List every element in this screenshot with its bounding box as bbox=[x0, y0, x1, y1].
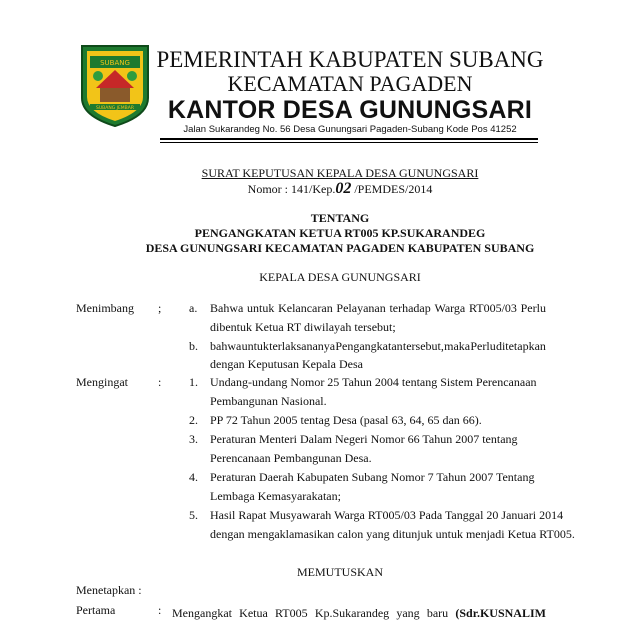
decree-title: SURAT KEPUTUSAN KEPALA DESA GUNUNGSARI bbox=[201, 166, 479, 180]
mengingat-1-line1: Undang-undang Nomor 25 Tahun 2004 tentang Sistem Perencanaan bbox=[210, 375, 537, 389]
pertama-label: Pertama bbox=[76, 603, 116, 617]
appointee-name: (Sdr.KUSNALIM bbox=[455, 606, 546, 620]
decree-number-suffix: /PEMDES/2014 bbox=[351, 182, 433, 196]
menetapkan-label: Menetapkan : bbox=[76, 583, 142, 597]
mengingat-1-line2: Pembangunan Nasional. bbox=[210, 394, 327, 408]
letterhead-district: KECAMATAN PAGADEN bbox=[227, 71, 473, 96]
mengingat-mark-2: 2. bbox=[189, 413, 198, 427]
mengingat-4-line1: Peraturan Daerah Kabupaten Subang Nomor 7 Tahun 2007 Tentang bbox=[210, 470, 535, 484]
word: untuk bbox=[247, 301, 275, 315]
mengingat-colon: : bbox=[158, 375, 162, 389]
pertama-word: yang bbox=[396, 606, 420, 620]
word: Bahwa bbox=[210, 301, 244, 315]
svg-text:SUBANG JEMBAR: SUBANG JEMBAR bbox=[96, 106, 134, 111]
menimbang-mark-b: b. bbox=[189, 339, 198, 353]
pertama-text bbox=[172, 606, 546, 621]
mengingat-mark-1: 1. bbox=[189, 375, 198, 389]
word: Pelayanan bbox=[336, 301, 386, 315]
decree-number-value: 02 bbox=[335, 180, 352, 197]
mengingat-mark-4: 4. bbox=[189, 470, 198, 484]
word: ditetapkan bbox=[495, 339, 546, 353]
word: RT005/03 bbox=[468, 301, 517, 315]
pertama-word: baru bbox=[426, 606, 449, 620]
menimbang-label: Menimbang bbox=[76, 301, 134, 315]
word: terlaksananya bbox=[269, 339, 336, 353]
word: untuk bbox=[241, 339, 269, 353]
letterhead-government: PEMERINTAH KABUPATEN SUBANG bbox=[156, 47, 544, 72]
about-heading: TENTANG bbox=[310, 211, 370, 225]
word: terhadap bbox=[389, 301, 431, 315]
pertama-colon: : bbox=[158, 603, 162, 617]
word: Kelancaran bbox=[278, 301, 333, 315]
decision-heading: MEMUTUSKAN bbox=[296, 565, 383, 579]
letterhead-rule-thick bbox=[160, 138, 538, 140]
svg-text:SUBANG: SUBANG bbox=[100, 59, 130, 67]
menimbang-a-line1 bbox=[210, 301, 546, 316]
letterhead-address: Jalan Sukarandeg No. 56 Desa Gunungsari Pagaden-Subang Kode Pos 41252 bbox=[183, 124, 517, 135]
decree-number bbox=[140, 181, 540, 197]
about-line-2: DESA GUNUNGSARI KECAMATAN PAGADEN KABUPATEN SUBANG bbox=[145, 241, 535, 255]
pertama-word: Kp.Sukarandeg bbox=[314, 606, 390, 620]
word: Pengangkatan bbox=[335, 339, 403, 353]
mengingat-2-line1: PP 72 Tahun 2005 tentag Desa (pasal 63, 64, 65 dan 66). bbox=[210, 413, 482, 427]
word: Perlu bbox=[520, 301, 546, 315]
menimbang-a-line2: dibentuk Ketua RT diwilayah tersebut; bbox=[210, 320, 396, 334]
village-head-heading: KEPALA DESA GUNUNGSARI bbox=[259, 270, 421, 284]
word: Perlu bbox=[470, 339, 496, 353]
decree-number-prefix: Nomor : 141/Kep. bbox=[247, 182, 336, 196]
word: bahwa bbox=[210, 339, 242, 353]
mengingat-5-line2: dengan mengaklamasikan calon yang ditunjuk untuk menjadi Ketua RT005. bbox=[210, 527, 575, 541]
menimbang-colon: ; bbox=[158, 301, 162, 315]
letterhead-rule-thin bbox=[160, 142, 538, 143]
menimbang-b-line1 bbox=[210, 339, 546, 354]
mengingat-4-line2: Lembaga Kemasyarakatan; bbox=[210, 489, 341, 503]
pertama-word: Mengangkat bbox=[172, 606, 232, 620]
pertama-word: RT005 bbox=[275, 606, 308, 620]
mengingat-3-line2: Perencanaan Pembangunan Desa. bbox=[210, 451, 372, 465]
menimbang-b-line2: dengan Keputusan Kepala Desa bbox=[210, 357, 363, 371]
pertama-word: Ketua bbox=[239, 606, 268, 620]
mengingat-mark-3: 3. bbox=[189, 432, 198, 446]
mengingat-label: Mengingat bbox=[76, 375, 128, 389]
mengingat-3-line1: Peraturan Menteri Dalam Negeri Nomor 66 Tahun 2007 tentang bbox=[210, 432, 518, 446]
about-line-1: PENGANGKATAN KETUA RT005 KP.SUKARANDEG bbox=[194, 226, 486, 240]
letterhead-office: KANTOR DESA GUNUNGSARI bbox=[167, 96, 533, 124]
word: maka bbox=[444, 339, 471, 353]
mengingat-mark-5: 5. bbox=[189, 508, 198, 522]
mengingat-5-line1: Hasil Rapat Musyawarah Warga RT005/03 Pada Tanggal 20 Januari 2014 bbox=[210, 508, 564, 522]
menimbang-mark-a: a. bbox=[189, 301, 198, 315]
word: Warga bbox=[434, 301, 466, 315]
word: tersebut, bbox=[402, 339, 444, 353]
